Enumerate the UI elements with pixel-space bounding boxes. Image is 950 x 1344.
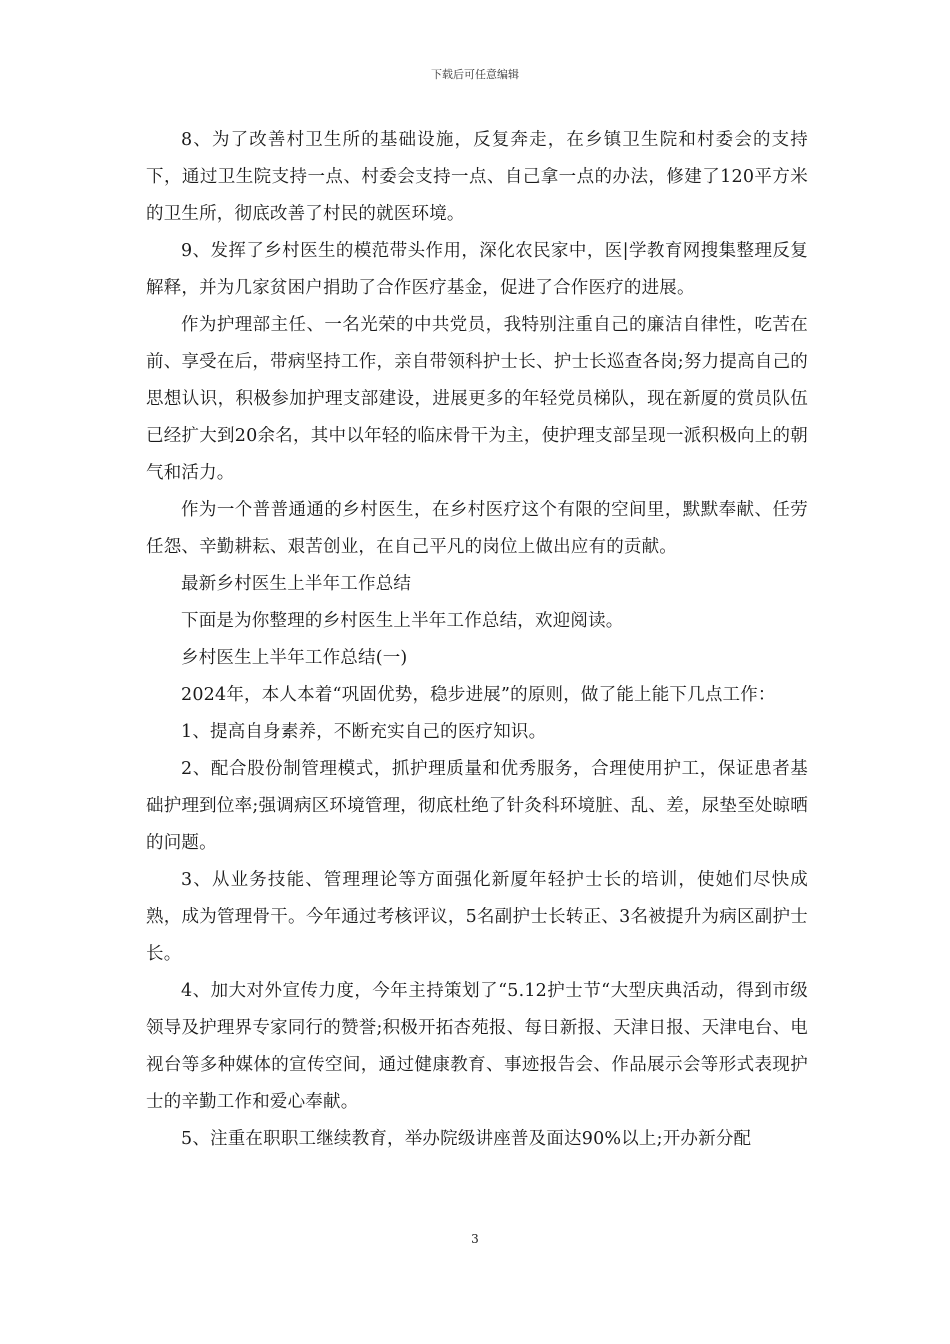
list-item-3: 3、从业务技能、管理理论等方面强化新厦年轻护士长的培训，使她们尽快成熟，成为管理骨干。今年通过考核评议，5名副护士长转正、3名被提升为病区副护士长。	[146, 870, 808, 964]
subsection-title: 乡村医生上半年工作总结(一)	[181, 648, 408, 668]
page-header-note: 下载后可任意编辑	[431, 68, 519, 81]
paragraph-item-9: 9、发挥了乡村医生的模范带头作用，深化农民家中，医|学教育网搜集整理反复解释，并为几家贫困户捐助了合作医疗基金，促进了合作医疗的进展。	[146, 241, 808, 298]
paragraph-item-8: 8、为了改善村卫生所的基础设施，反复奔走，在乡镇卫生院和村委会的支持下，通过卫生院支持一点、村委会支持一点、自己拿一点的办法，修建了120平方米的卫生所，彻底改善了村民的就医环境。	[146, 130, 808, 224]
list-item-4: 4、加大对外宣传力度，今年主持策划了“5.12护士节“大型庆典活动，得到市级领导及护理界专家同行的赞誉;积极开拓杏苑报、每日新报、天津日报、天津电台、电视台等多种媒体的宣传空间，通过健康教育、事迹报告会、作品展示会等形式表现护士的辛勤工作和爱心奉献。	[146, 981, 808, 1112]
intro-line: 下面是为你整理的乡村医生上半年工作总结，欢迎阅读。	[181, 611, 624, 631]
section-title: 最新乡村医生上半年工作总结	[181, 574, 412, 594]
paragraph-village-doctor: 作为一个普普通通的乡村医生，在乡村医疗这个有限的空间里，默默奉献、任劳任怨、辛勤耕耘、艰苦创业，在自己平凡的岗位上做出应有的贡献。	[146, 500, 808, 557]
list-item-2: 2、配合股份制管理模式，抓护理质量和优秀服务，合理使用护工，保证患者基础护理到位率;强调病区环境管理，彻底杜绝了针灸科环境脏、乱、差，尿垫至处晾晒的问题。	[146, 759, 808, 853]
document-body	[146, 122, 808, 1158]
list-item-5: 5、注重在职职工继续教育，举办院级讲座普及面达90%以上;开办新分配	[181, 1129, 752, 1149]
paragraph-party-member: 作为护理部主任、一名光荣的中共党员，我特别注重自己的廉洁自律性，吃苦在前、享受在后，带病坚持工作，亲自带领科护士长、护士长巡查各岗;努力提高自己的思想认识，积极参加护理支部建设，进展更多的年轻党员梯队，现在新厦的赏员队伍已经扩大到20余名，其中以年轻的临床骨干为主，使护理支部呈现一派积极向上的朝气和活力。	[146, 315, 808, 483]
list-item-1: 1、提高自身素养，不断充实自己的医疗知识。	[181, 722, 547, 742]
page-number: 3	[471, 1232, 479, 1246]
paragraph-2024-principle: 2024年，本人本着“巩固优势，稳步进展”的原则，做了能上能下几点工作：	[181, 685, 776, 705]
